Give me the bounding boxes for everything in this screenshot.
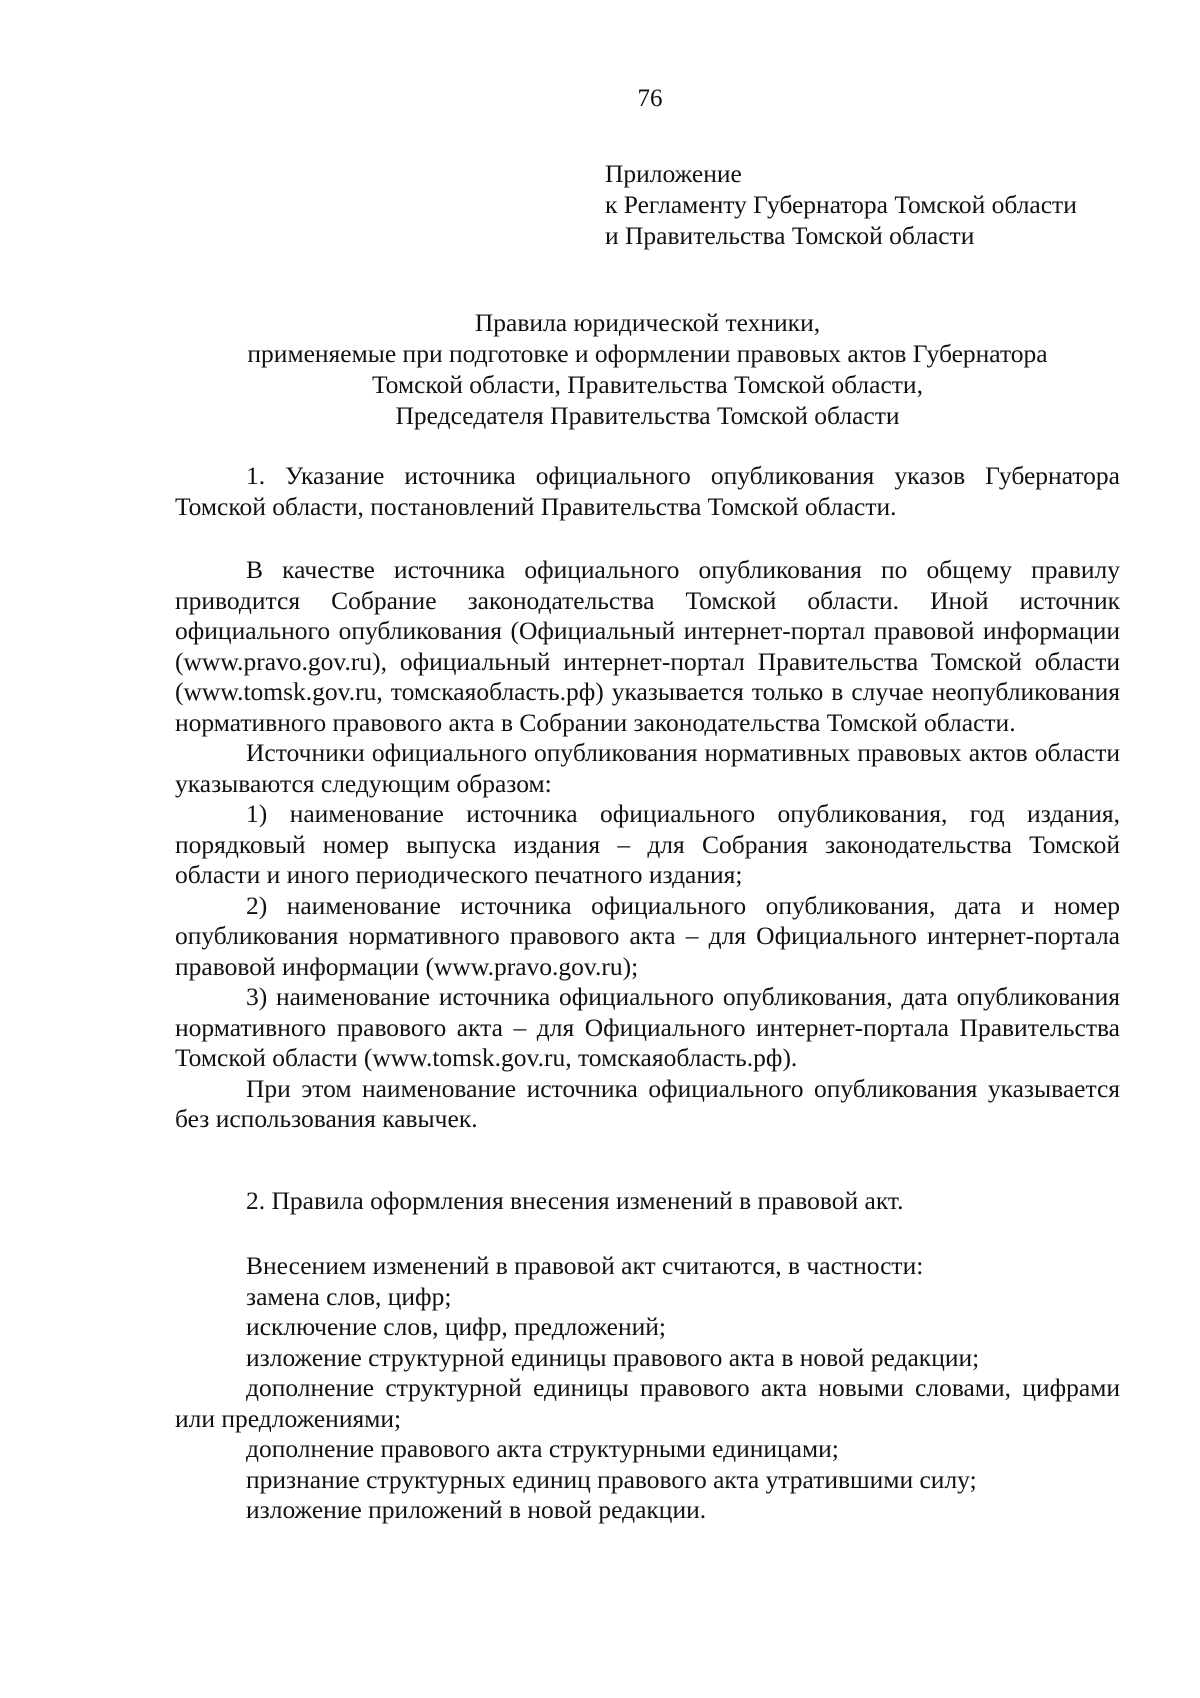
appendix-line: к Регламенту Губернатора Томской области: [605, 190, 1077, 219]
section-1-body: [175, 555, 1120, 1135]
title-line: Томской области, Правительства Томской области,: [372, 370, 923, 399]
paragraph: 1) наименование источника официального опубликования, год издания, порядковый номер выпуска издания – для Собрания законодательства Томской области и иного периодического печатного издания;: [175, 799, 1120, 889]
paragraph: 2) наименование источника официального опубликования, дата и номер опубликования нормативного правового акта – для Официального интернет-портала правовой информации (www.pravo.gov.ru);: [175, 890, 1120, 981]
list-item: признание структурных единиц правового акта утратившими силу;: [246, 1464, 977, 1494]
title-line: Правила юридической техники,: [474, 308, 821, 337]
list-item: дополнение структурной единицы правового акта новыми словами, цифрами или предложениями;: [175, 1373, 1120, 1433]
title-line: применяемые при подготовке и оформлении правовых актов Губернатора: [247, 339, 1048, 368]
section-2-heading-block: [175, 1186, 1120, 1217]
paragraph: Внесением изменений в правовой акт считаются, в частности:: [246, 1251, 924, 1280]
paragraph: При этом наименование источника официального опубликования указывается без использования кавычек.: [175, 1073, 1120, 1133]
paragraph: Источники официального опубликования нормативных правовых актов области указываются следующим образом:: [175, 738, 1120, 798]
document-title: [175, 307, 1120, 431]
list-item: изложение приложений в новой редакции.: [246, 1495, 707, 1524]
list-item: изложение структурной единицы правового акта в новой редакции;: [246, 1342, 980, 1372]
section-2-heading: 2. Правила оформления внесения изменений в правовой акт.: [246, 1186, 904, 1215]
paragraph: В качестве источника официального опубликования по общему правилу приводится Собрание законодательства Томской области. Иной источник официального опубликования (Официальный интернет-портал правовой информации (www.pravo.gov.ru), официальный интернет-портал Правительства Томской области (www.tomsk.gov.ru, томскаяобласть.рф) указывается только в случае неопубликования нормативного правового акта в Собрании законодательства Томской области.: [175, 555, 1120, 737]
list-item: дополнение правового акта структурными единицами;: [246, 1434, 839, 1463]
appendix-line: и Правительства Томской области: [605, 221, 975, 250]
section-2-body: [175, 1251, 1120, 1526]
paragraph: 3) наименование источника официального опубликования, дата опубликования нормативного правового акта – для Официального интернет-портала Правительства Томской области (www.tomsk.gov.ru, томскаяобласть.рф).: [175, 982, 1120, 1072]
section-1-heading: 1. Указание источника официального опубликования указов Губернатора Томской области, постановлений Правительства Томской области.: [175, 461, 1120, 521]
list-item: замена слов, цифр;: [246, 1281, 452, 1311]
appendix-line: Приложение: [605, 159, 742, 188]
section-1-heading-block: [175, 461, 1120, 522]
appendix-block: [605, 158, 1165, 251]
list-item: исключение слов, цифр, предложений;: [246, 1312, 667, 1341]
page-number: 76: [637, 85, 663, 112]
title-line: Председателя Правительства Томской области: [395, 401, 900, 430]
